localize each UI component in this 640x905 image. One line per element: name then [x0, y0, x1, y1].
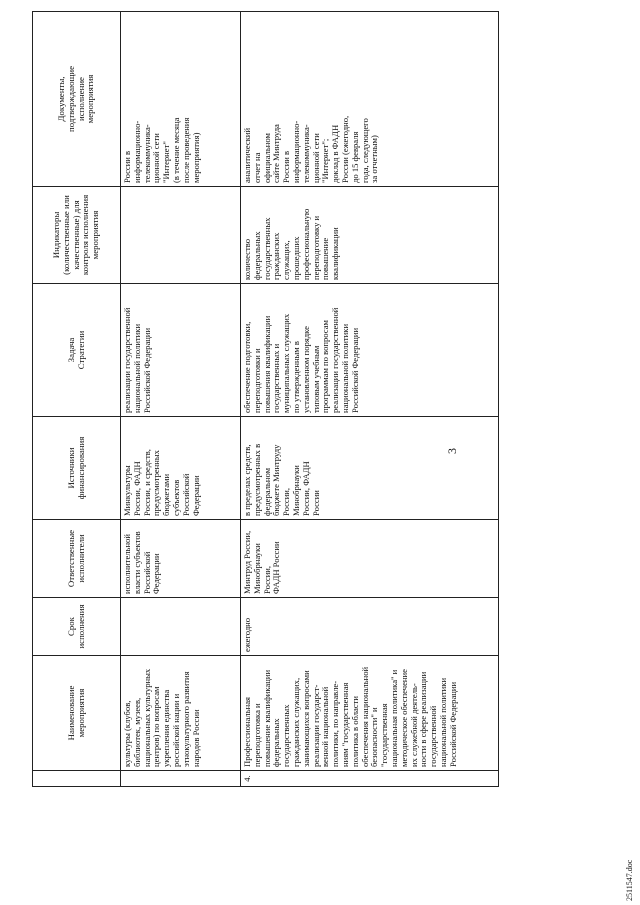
page-number: 3: [445, 448, 459, 454]
row-number: 4.: [241, 771, 499, 787]
row-documents: аналитический отчет на официальном сайте Минтруда России в информационно- телекоммуника- ционной сети "Интернет"; доклад в ФАДН России (ежегодно, до 15 февраля года, следующего за отчетным): [241, 12, 499, 187]
row-executors: Минтруд России, Минобрнауки России, ФАДН России: [241, 520, 499, 598]
header-name: Наименование мероприятия: [33, 656, 121, 771]
row-term: [121, 598, 241, 656]
header-cell-empty: [33, 771, 121, 787]
header-term: Срок исполнения: [33, 598, 121, 656]
row-task: реализации государственной национальной политики Российской Федерации: [121, 284, 241, 417]
row-executors: исполнительной власти субъектов Российской Федерации: [121, 520, 241, 598]
table-header-row: [33, 12, 121, 787]
header-task: Задача Стратегии: [33, 284, 121, 417]
header-executors: Ответственные исполнители: [33, 520, 121, 598]
table-row: [241, 12, 499, 787]
row-documents: России в информационно- телекоммуника- ционной сети "Интернет" (в течение месяца после проведения мероприятия): [121, 12, 241, 187]
table-row: [121, 12, 241, 787]
row-indicators: количество федеральных государственных гражданских служащих, прошедших профессиональную переподготовку и повышение квалификации: [241, 187, 499, 284]
row-number: [121, 771, 241, 787]
row-task: обеспечение подготовки, переподготовки и повышения квалификации государственных и муниципальных служащих по утвержденным в установленном порядке типовым учебным программам по вопросам реализации государственной национальной политики Российской Федерации: [241, 284, 499, 417]
header-indicators: Индикаторы (количественные или качественные) для контроля исполнения мероприятия: [33, 187, 121, 284]
row-name: Профессиональная переподготовка и повышение квалификации федеральных государственных гражданских служащих, занимающихся вопросами реализации государст- венной национальной политики, по направле- ниям "государственная политика в области обеспечения национальной безопасности" и "государственная национальная политика" и методическое обеспечение их служебной деятель- ности в сфере реализации государственной национальной политики Российской Федерации: [241, 656, 499, 771]
measures-table: [32, 11, 499, 787]
header-sources: Источники финансирования: [33, 417, 121, 520]
row-name: культуры (клубов, библиотек, музеев, национальных культурных центров) по вопросам укрепления единства российской нации и этнокультурного развития народов России: [121, 656, 241, 771]
header-documents: Документы, подтверждающие исполнение мероприятия: [33, 12, 121, 187]
row-sources: в пределах средств, предусмотренных в федеральном бюджете Минтруду России, Минобрнауки России, ФАДН России: [241, 417, 499, 520]
row-indicators: [121, 187, 241, 284]
row-term: ежегодно: [241, 598, 499, 656]
row-sources: Минкультуры России, ФАДН России, и средств, предусмотренных бюджетами субъектов Российской Федерации: [121, 417, 241, 520]
document-id: 2511547.doc: [625, 859, 634, 901]
